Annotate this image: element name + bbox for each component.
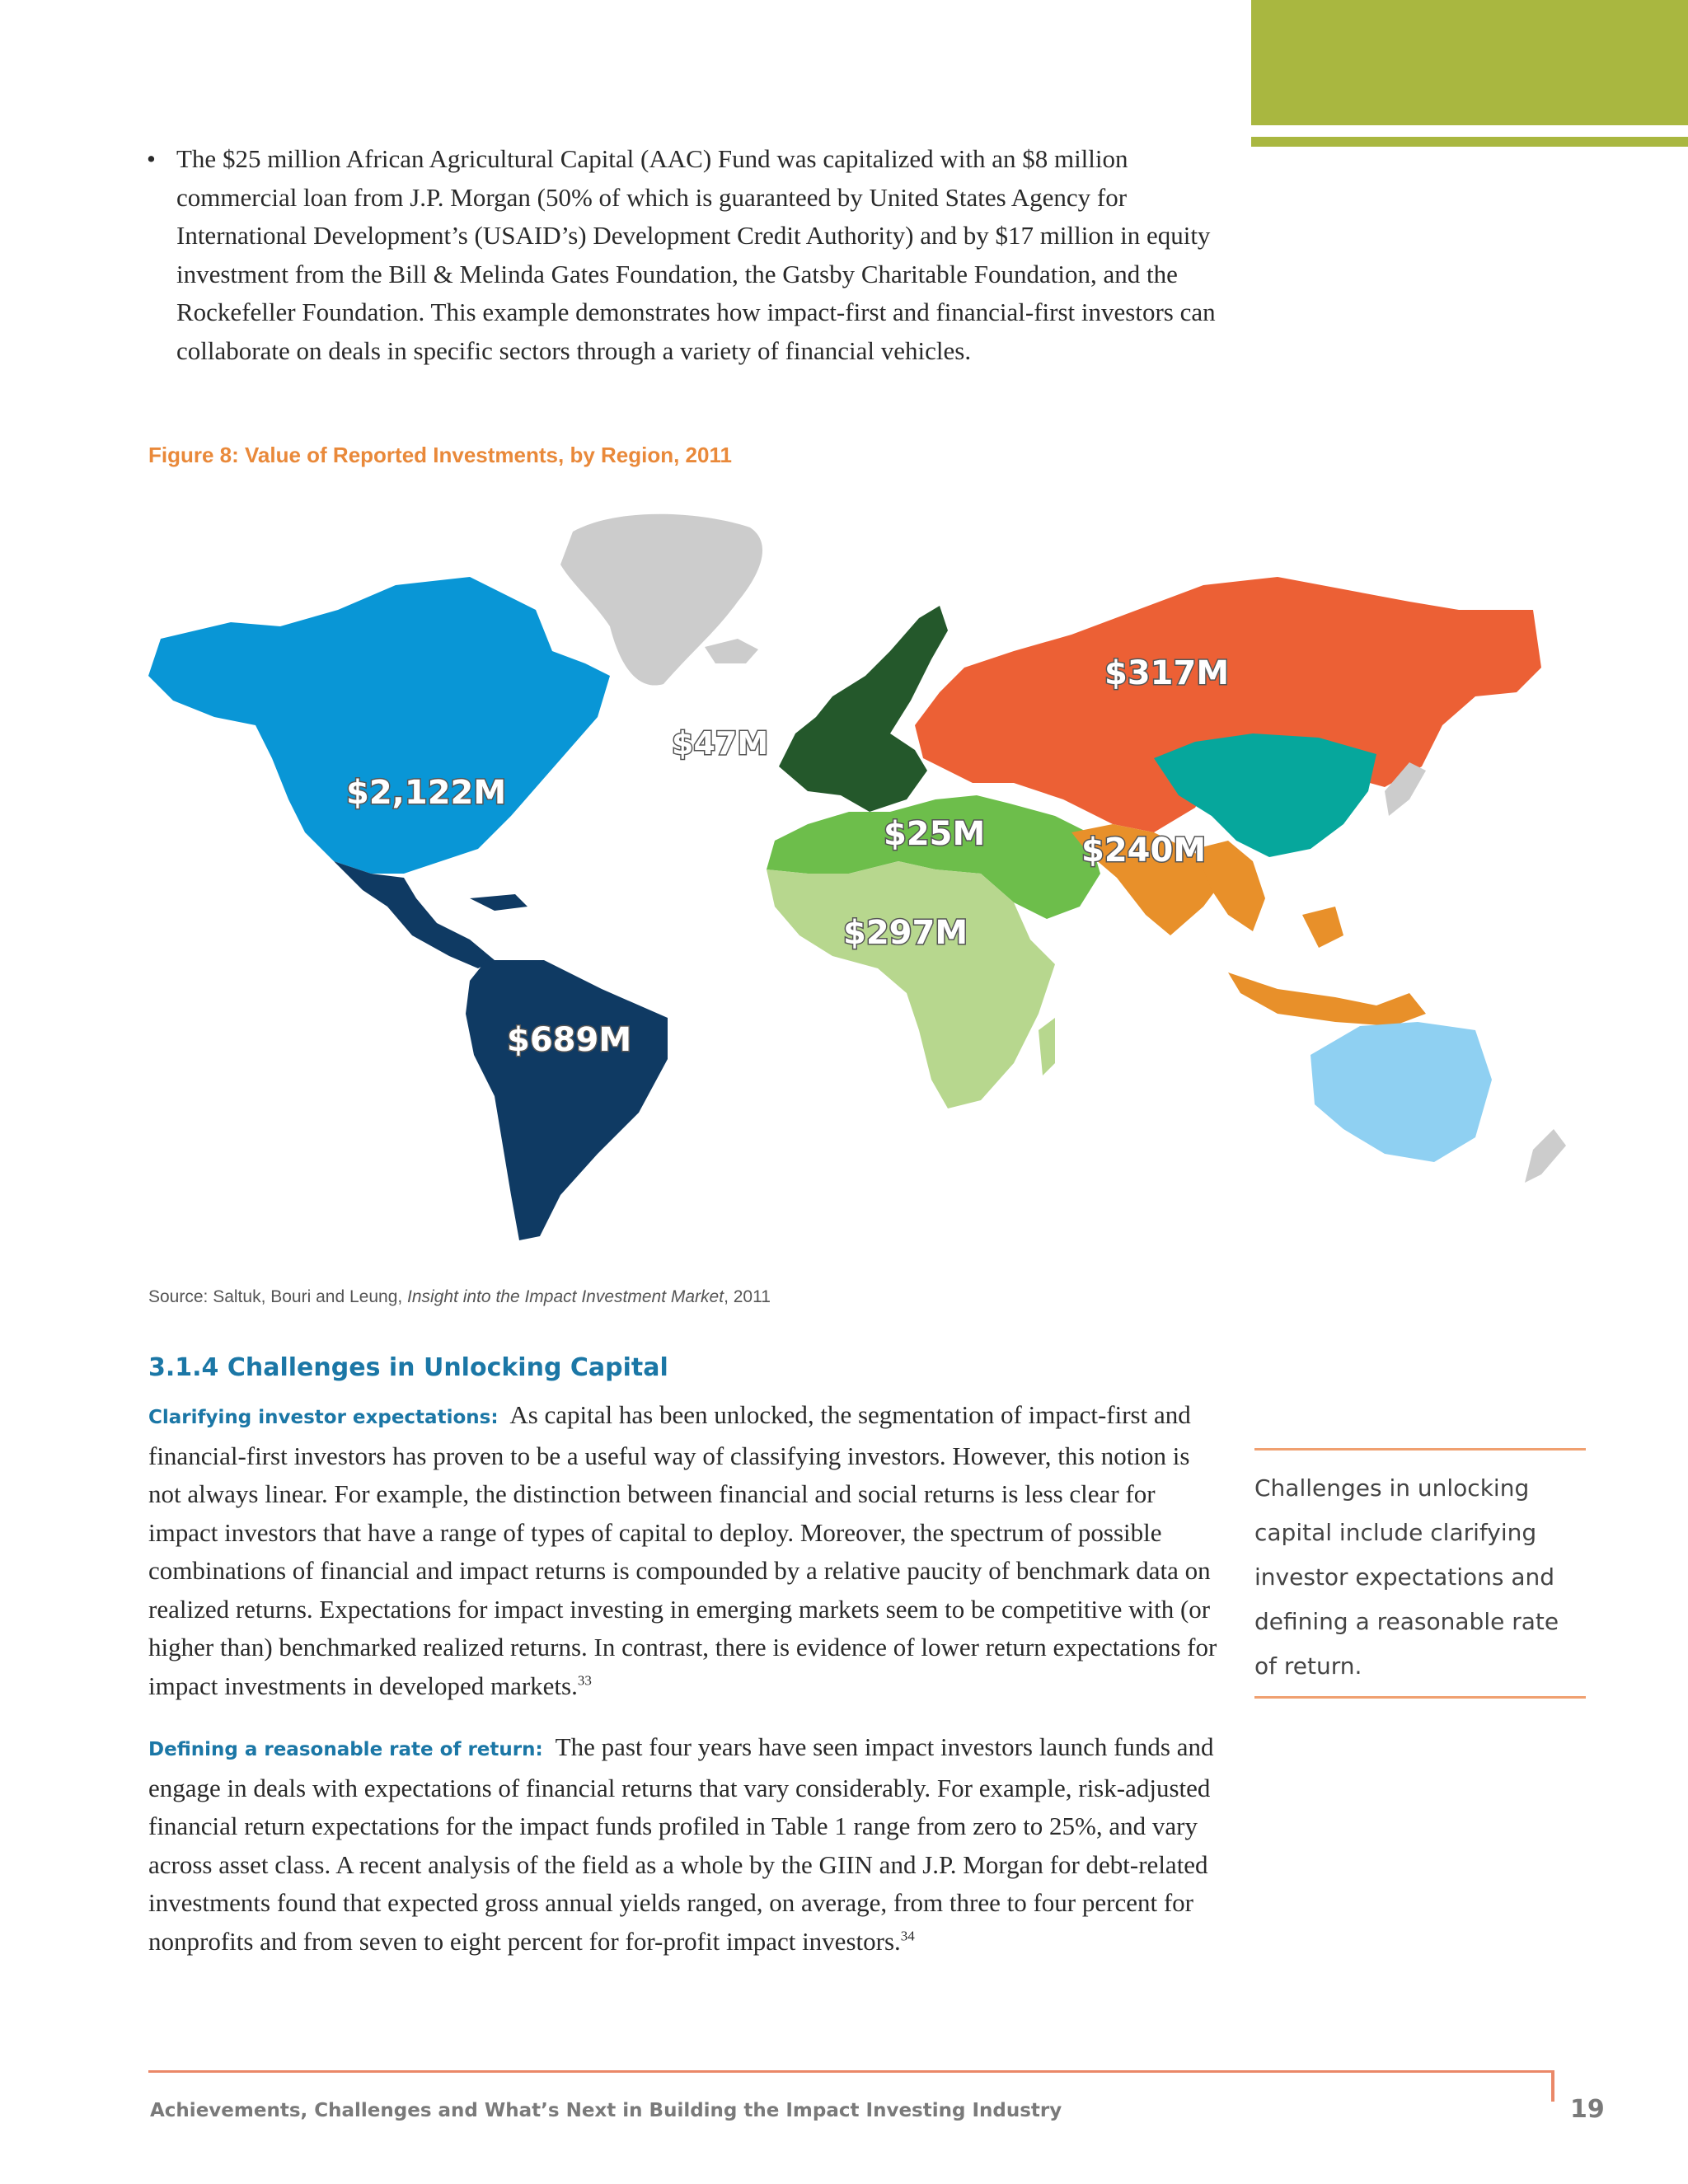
paragraph-lead: Clarifying investor expectations: bbox=[148, 1407, 499, 1428]
map-caribbean bbox=[470, 894, 528, 911]
label-mena: $25M bbox=[884, 815, 986, 853]
source-prefix: Source: Saltuk, Bouri and Leung, bbox=[148, 1287, 408, 1306]
label-eastern-europe-russia: $317M bbox=[1104, 654, 1230, 692]
label-north-america: $2,122M bbox=[346, 774, 507, 812]
label-western-europe: $47M bbox=[672, 725, 769, 762]
footnote-ref: 34 bbox=[900, 1928, 915, 1944]
label-latin-america: $689M bbox=[507, 1021, 632, 1059]
callout-top-rule bbox=[1254, 1448, 1586, 1451]
callout-bottom-rule bbox=[1254, 1696, 1586, 1699]
footer-rule bbox=[148, 2070, 1554, 2073]
section-heading: 3.1.4 Challenges in Unlocking Capital bbox=[148, 1353, 668, 1382]
footer-title: Achievements, Challenges and What’s Next in Building the Impact Investing Industry bbox=[150, 2100, 1062, 2121]
label-sub-saharan-africa: $297M bbox=[843, 914, 968, 952]
map-region-southeast-asia bbox=[1195, 841, 1426, 1026]
map-region-north-america bbox=[148, 577, 610, 874]
paragraph-lead: Defining a reasonable rate of return: bbox=[148, 1739, 543, 1760]
figure-title: Figure 8: Value of Reported Investments, by Region, 2011 bbox=[148, 443, 732, 467]
source-suffix: , 2011 bbox=[724, 1287, 771, 1306]
bullet-marker: • bbox=[147, 144, 156, 173]
source-title: Insight into the Impact Investment Market bbox=[407, 1287, 724, 1306]
paragraph-investor-expectations bbox=[148, 1396, 1220, 1705]
corner-accent-stripe bbox=[1251, 137, 1688, 147]
map-region-western-europe bbox=[779, 606, 948, 812]
map-new-zealand bbox=[1525, 1129, 1566, 1183]
bullet-text: The $25 million African Agricultural Capital (AAC) Fund was capitalized with an $8 million commercial loan from J.P. Morgan (50% of which is guaranteed by United States Agency for International Development’s (USAID’s) Development Credit Authority) and by $17 million in equity investment from the Bill & Melinda Gates Foundation, the Gatsby Charitable Foundation, and the Rockefeller Foundation. This example demonstrates how impact-first and financial-first investors can collaborate on deals in specific sectors through a variety of financial vehicles. bbox=[176, 144, 1216, 365]
map-madagascar bbox=[1039, 1018, 1055, 1076]
paragraph-body: As capital has been unlocked, the segmentation of impact-first and financial-first investors has proven to be a useful way of classifying investors. However, this notion is not always linear. For example, the distinction between financial and social returns is less clear for impact investors that have a range of types of capital to deploy. Moreover, the spectrum of possible combinations of financial and impact returns is compounded by a relative paucity of benchmark data on realized returns. Expectations for impact investing in emerging markets seem to be competitive with (or higher than) benchmarked realized returns. In contrast, there is evidence of lower return expectations for impact investments in developed markets. bbox=[148, 1400, 1217, 1700]
map-iceland bbox=[705, 639, 758, 663]
label-south-southeast-asia: $240M bbox=[1081, 832, 1207, 869]
world-map-svg bbox=[124, 486, 1566, 1261]
figure-source bbox=[148, 1287, 771, 1307]
corner-accent-block bbox=[1251, 0, 1688, 125]
paragraph-rate-of-return bbox=[148, 1728, 1220, 1961]
footer-rule-tick bbox=[1551, 2070, 1554, 2102]
map-region-south-america bbox=[466, 960, 668, 1240]
bullet-item bbox=[147, 140, 1218, 370]
world-map bbox=[124, 486, 1566, 1261]
page-number: 19 bbox=[1570, 2095, 1605, 2124]
map-region-central-america bbox=[334, 861, 495, 968]
footnote-ref: 33 bbox=[577, 1672, 592, 1689]
pull-quote: Challenges in unlocking capital include clarifying investor expectations and defining a reasonable rate of return. bbox=[1254, 1474, 1559, 1680]
paragraph-body: The past four years have seen impact investors launch funds and engage in deals with expectations of financial returns that vary considerably. For example, risk-adjusted financial return expectations for the impact funds profiled in Table 1 range from zero to 25%, and vary across asset class. A recent analysis of the field as a whole by the GIIN and J.P. Morgan for debt-related investments found that expected gross annual yields ranged, on average, from three to four percent for nonprofits and from seven to eight percent for for-profit impact investors. bbox=[148, 1732, 1214, 1956]
map-region-oceania bbox=[1311, 1022, 1492, 1162]
